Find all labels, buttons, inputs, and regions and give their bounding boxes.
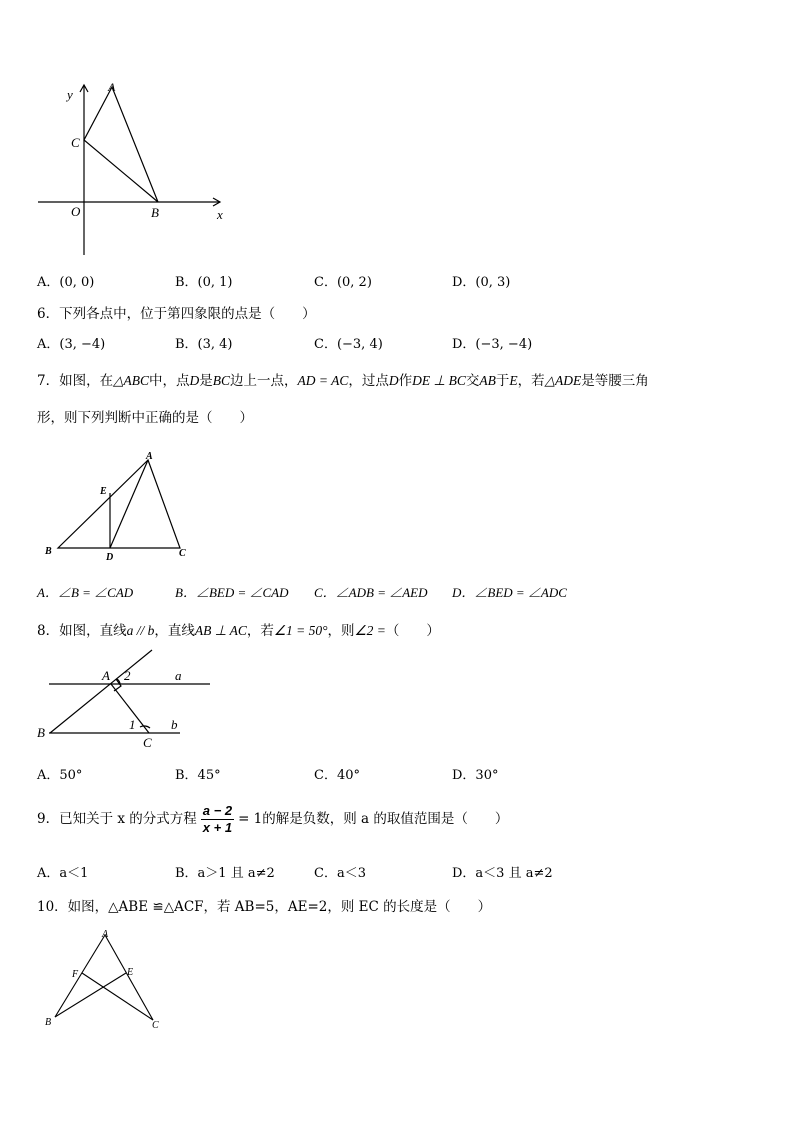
q7-option-b[interactable]: B．∠BED = ∠CAD	[175, 585, 289, 600]
label-c: C	[71, 135, 80, 150]
segment-ad	[110, 460, 148, 548]
label-d-q7: D	[106, 552, 114, 563]
line-ab	[50, 650, 152, 733]
label-c-q10: C	[152, 1020, 159, 1031]
q8-option-b[interactable]: B．45°	[175, 768, 221, 783]
q9-stem: 9．已知关于 x 的分式方程 $\frac{a - 2}{x + 1}$ = 1的解是负数，则 a 的取值范围是（ ）	[37, 803, 509, 835]
label-a-q8: A	[102, 668, 110, 683]
q5-figure	[30, 75, 240, 260]
label-e-q7: E	[100, 486, 107, 497]
q10-stem: 10．如图，△ABE ≌△ACF，若 AB=5，AE=2，则 EC 的长度是（ ）	[37, 899, 492, 915]
q7-figure	[40, 448, 200, 563]
label-o: O	[71, 204, 81, 219]
label-y: y	[67, 87, 73, 102]
segment-cf	[82, 973, 153, 1020]
label-a-q7: A	[146, 451, 153, 462]
label-a: A	[108, 80, 116, 94]
q8-figure	[35, 648, 215, 753]
q9-option-a[interactable]: A．a＜1	[37, 866, 89, 881]
q9-option-c[interactable]: C．a＜3	[314, 866, 366, 881]
triangle-abc-q7	[58, 460, 180, 548]
label-b-q10: B	[45, 1017, 52, 1028]
q8-option-c[interactable]: C．40°	[314, 768, 360, 783]
q6-stem: 6．下列各点中，位于第四象限的点是（ ）	[37, 306, 316, 322]
label-b-q7: B	[45, 546, 52, 557]
q5-option-c[interactable]: C．(0, 2)	[314, 275, 372, 290]
q10-figure	[40, 925, 170, 1035]
q5-option-d[interactable]: D．(0, 3)	[452, 275, 511, 290]
q9-option-d[interactable]: D．a＜3 且 a≠2	[452, 866, 553, 881]
label-c-q8: C	[143, 735, 152, 750]
label-b: B	[151, 205, 159, 220]
label-f-q10: F	[72, 969, 79, 980]
q6-option-c[interactable]: C．(−3, 4)	[314, 337, 383, 352]
label-e-q10: E	[127, 967, 134, 978]
label-b-q8: B	[37, 725, 45, 740]
label-angle-2: 2	[124, 668, 131, 683]
segment-ab-q10	[55, 935, 105, 1017]
q9-option-b[interactable]: B．a＞1 且 a≠2	[175, 866, 275, 881]
triangle-abc	[84, 87, 158, 202]
q6-option-d[interactable]: D．(−3, −4)	[452, 337, 533, 352]
label-x: x	[217, 207, 223, 222]
label-a-q10: A	[102, 929, 109, 940]
label-line-b: b	[171, 717, 178, 732]
label-line-a: a	[175, 668, 182, 683]
q8-stem: 8．如图，直线a // b，直线AB ⊥ AC，若∠1 = 50°，则∠2 =（ ）	[37, 623, 440, 639]
q7-option-d[interactable]: D．∠BED = ∠ADC	[452, 585, 567, 600]
q7-stem-line2: 形，则下列判断中正确的是（ ）	[37, 410, 253, 426]
q8-option-d[interactable]: D．30°	[452, 768, 499, 783]
q5-option-b[interactable]: B．(0, 1)	[175, 275, 233, 290]
q9-fraction: $\frac{a - 2}{x + 1}$	[202, 803, 233, 835]
q7-option-c[interactable]: C．∠ADB = ∠AED	[314, 585, 428, 600]
q6-option-a[interactable]: A．(3, −4)	[37, 337, 106, 352]
label-c-q7: C	[179, 548, 186, 559]
q5-option-a[interactable]: A．(0, 0)	[37, 275, 95, 290]
q7-option-a[interactable]: A．∠B = ∠CAD	[37, 585, 134, 600]
label-angle-1: 1	[129, 717, 136, 732]
q6-option-b[interactable]: B．(3, 4)	[175, 337, 233, 352]
q7-stem-line1: 7．如图，在△ABC中，点D是BC边上一点，AD = AC，过点D作DE ⊥ BC交AB于E，若△ADE是等腰三角	[37, 373, 649, 389]
q8-option-a[interactable]: A．50°	[37, 768, 83, 783]
